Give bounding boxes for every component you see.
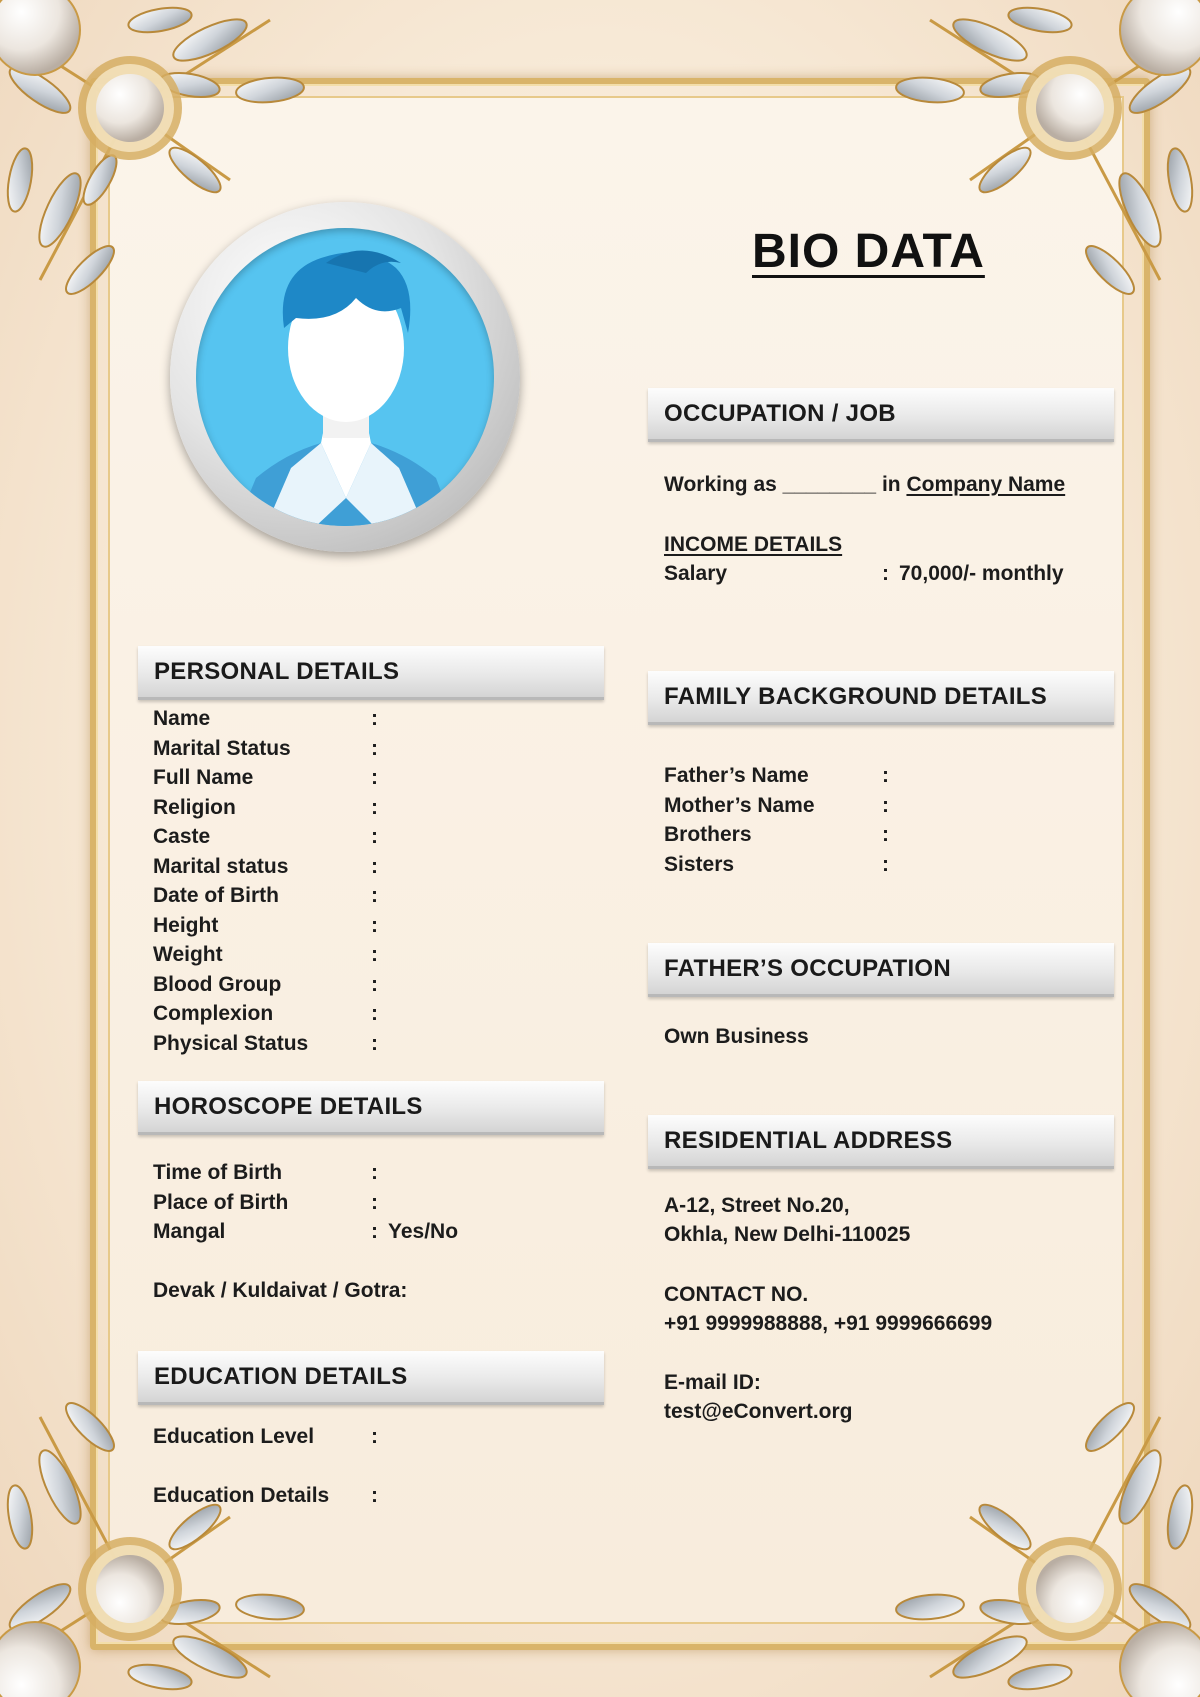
- jewel-ornament-icon: [890, 1387, 1200, 1697]
- income-heading: INCOME DETAILS: [664, 533, 843, 556]
- detail-label: Place of Birth: [153, 1190, 289, 1214]
- detail-row: [153, 1161, 593, 1190]
- colon: :: [371, 884, 378, 907]
- detail-row: [153, 1484, 593, 1513]
- detail-label: Marital status: [153, 854, 289, 878]
- detail-label: Father’s Name: [664, 764, 809, 787]
- colon: :: [371, 1425, 378, 1448]
- detail-row: [153, 1032, 593, 1061]
- colon: :: [371, 707, 378, 730]
- avatar[interactable]: [170, 202, 520, 552]
- contact-label: CONTACT NO.: [664, 1283, 809, 1306]
- detail-label: Sisters: [664, 852, 735, 876]
- email-value[interactable]: test@eConvert.org: [664, 1400, 853, 1423]
- colon: :: [371, 913, 378, 937]
- detail-row: [153, 1425, 593, 1454]
- family-heading: FAMILY BACKGROUND DETAILS: [648, 671, 1114, 725]
- detail-row: [153, 973, 593, 1002]
- detail-row: [153, 914, 593, 943]
- colon: :: [882, 793, 889, 817]
- detail-label: Blood Group: [153, 972, 282, 996]
- colon: :: [371, 825, 378, 848]
- detail-label: Weight: [153, 943, 223, 966]
- address-heading: RESIDENTIAL ADDRESS: [648, 1115, 1114, 1169]
- detail-row: [153, 1220, 593, 1249]
- company-name: Company Name: [906, 473, 1066, 496]
- detail-label: Mangal: [153, 1220, 226, 1243]
- avatar-placeholder-icon: [196, 228, 494, 526]
- detail-row: [664, 794, 1104, 823]
- personal-heading: PERSONAL DETAILS: [138, 646, 604, 700]
- colon: :: [371, 1161, 378, 1184]
- colon: :: [371, 1220, 378, 1243]
- email-label: E-mail ID:: [664, 1371, 761, 1394]
- address-line2: Okhla, New Delhi-110025: [664, 1223, 911, 1246]
- father-occupation-value: Own Business: [664, 1025, 809, 1048]
- colon: :: [371, 1002, 378, 1025]
- colon: :: [371, 1484, 378, 1507]
- detail-row: [664, 853, 1104, 882]
- colon: :: [882, 852, 889, 876]
- detail-label: Education Details: [153, 1484, 330, 1507]
- page-title: BIO DATA: [752, 225, 985, 278]
- colon: :: [371, 795, 378, 819]
- detail-row: [153, 1002, 593, 1031]
- detail-row: [153, 737, 593, 766]
- detail-label: Complexion: [153, 1002, 274, 1025]
- detail-label: Mother’s Name: [664, 793, 815, 817]
- colon: :: [882, 764, 889, 787]
- gotra-label: Devak / Kuldaivat / Gotra:: [153, 1279, 408, 1302]
- education-heading: EDUCATION DETAILS: [138, 1351, 604, 1405]
- address-line1: A-12, Street No.20,: [664, 1194, 850, 1217]
- in-label: in: [881, 473, 901, 496]
- salary-row: [664, 562, 1104, 591]
- colon: :: [371, 736, 378, 760]
- detail-label: Caste: [153, 825, 211, 848]
- detail-value: Yes/No: [388, 1220, 459, 1243]
- colon: :: [371, 1190, 378, 1214]
- occupation-heading: OCCUPATION / JOB: [648, 388, 1114, 442]
- detail-label: Marital Status: [153, 736, 291, 760]
- detail-row: [153, 825, 593, 854]
- detail-label: Brothers: [664, 823, 752, 846]
- detail-row: [153, 707, 593, 736]
- detail-row: [664, 823, 1104, 852]
- colon: :: [371, 943, 378, 966]
- colon: :: [371, 1031, 378, 1055]
- father-occupation-heading: FATHER’S OCCUPATION: [648, 943, 1114, 997]
- detail-row: [153, 766, 593, 795]
- working-as-value: ________: [782, 473, 877, 496]
- colon: :: [882, 823, 889, 846]
- detail-label: Height: [153, 913, 219, 937]
- detail-label: Time of Birth: [153, 1161, 283, 1184]
- contact-value: +91 9999988888, +91 9999666699: [664, 1312, 993, 1335]
- detail-row: [153, 855, 593, 884]
- detail-row: [153, 1191, 593, 1220]
- detail-label: Full Name: [153, 766, 254, 789]
- detail-label: Date of Birth: [153, 884, 279, 907]
- salary-value: 70,000/- monthly: [899, 562, 1064, 585]
- colon: :: [371, 766, 378, 789]
- colon: :: [371, 854, 378, 878]
- detail-label: Physical Status: [153, 1031, 309, 1055]
- detail-row: [153, 943, 593, 972]
- detail-row: [153, 884, 593, 913]
- detail-row: [153, 796, 593, 825]
- detail-label: Religion: [153, 795, 236, 819]
- detail-label: Education Level: [153, 1425, 315, 1448]
- colon: :: [882, 562, 889, 585]
- detail-label: Name: [153, 707, 211, 730]
- salary-label: Salary: [664, 562, 728, 585]
- working-as-line: [664, 473, 1065, 497]
- detail-row: [664, 764, 1104, 793]
- working-as-label: Working as: [664, 473, 777, 496]
- colon: :: [371, 972, 378, 996]
- horoscope-heading: HOROSCOPE DETAILS: [138, 1081, 604, 1135]
